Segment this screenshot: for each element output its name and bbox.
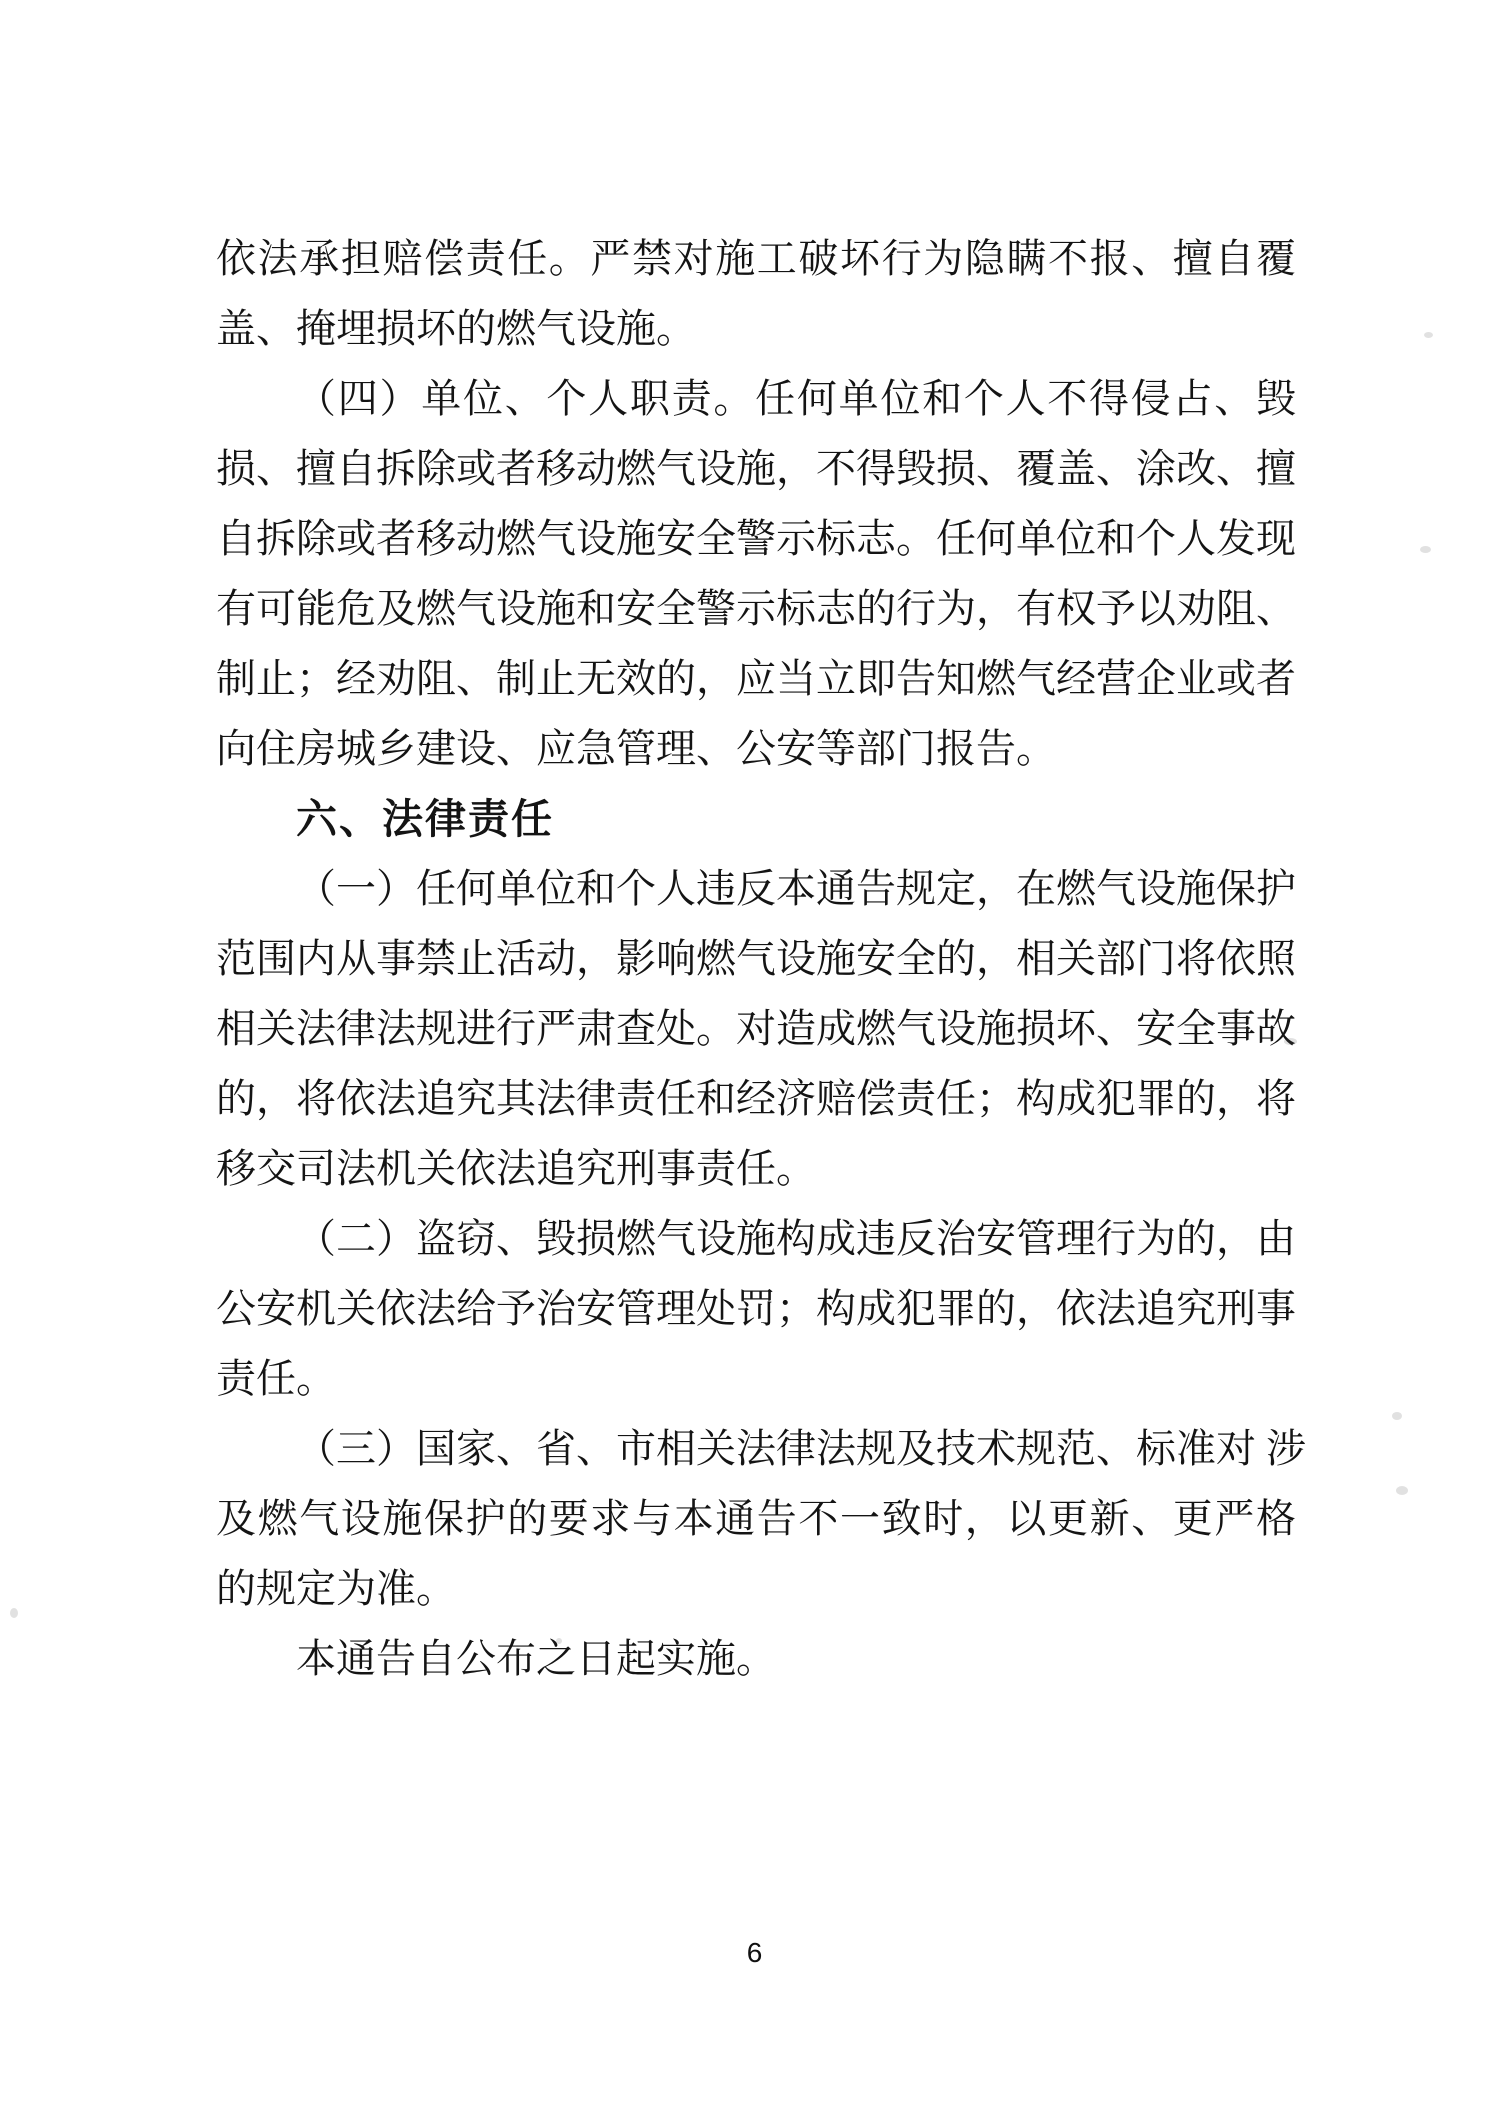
- scan-artifact: [1420, 546, 1431, 553]
- body-line: 的，将依法追究其法律责任和经济赔偿责任；构成犯罪的，将: [216, 1076, 1296, 1121]
- body-line: （三）国家、省、市相关法律法规及技术规范、标准对 涉: [296, 1426, 1306, 1471]
- document-body: [216, 224, 1306, 1694]
- scan-artifact: [1284, 1038, 1297, 1045]
- body-line: 制止；经劝阻、制止无效的，应当立即告知燃气经营企业或者: [216, 656, 1296, 701]
- body-line: 盖、掩埋损坏的燃气设施。: [216, 306, 696, 351]
- body-line: 移交司法机关依法追究刑事责任。: [216, 1146, 816, 1191]
- section-heading: 六、法律责任: [296, 796, 554, 842]
- body-line: （二）盗窃、毁损燃气设施构成违反治安管理行为的，由: [296, 1216, 1296, 1261]
- scan-artifact: [556, 1638, 562, 1644]
- scan-artifact: [1396, 1486, 1408, 1495]
- body-line: 范围内从事禁止活动，影响燃气设施安全的，相关部门将依照: [216, 936, 1296, 981]
- body-line: 责任。: [216, 1356, 336, 1401]
- scan-artifact: [10, 1608, 18, 1618]
- body-line: 向住房城乡建设、应急管理、公安等部门报告。: [216, 726, 1056, 771]
- scan-artifact: [1392, 1412, 1402, 1420]
- body-line: 的规定为准。: [216, 1566, 456, 1611]
- body-line: 本通告自公布之日起实施。: [296, 1636, 776, 1681]
- body-line: 相关法律法规进行严肃查处。对造成燃气设施损坏、安全事故: [216, 1006, 1296, 1051]
- body-line: 损、擅自拆除或者移动燃气设施，不得毁损、覆盖、涂改、擅: [216, 446, 1296, 491]
- body-line: 有可能危及燃气设施和安全警示标志的行为，有权予以劝阻、: [216, 586, 1296, 631]
- body-line: （一）任何单位和个人违反本通告规定，在燃气设施保护: [296, 866, 1296, 911]
- body-line: 及燃气设施保护的要求与本通告不一致时，以更新、更严格: [216, 1496, 1296, 1541]
- page-number: 6: [746, 1937, 763, 1968]
- body-line: 公安机关依法给予治安管理处罚；构成犯罪的，依法追究刑事: [216, 1286, 1296, 1331]
- body-line: 自拆除或者移动燃气设施安全警示标志。任何单位和个人发现: [216, 516, 1296, 561]
- body-line: （四）单位、个人职责。任何单位和个人不得侵占、毁: [296, 376, 1296, 421]
- body-line: 依法承担赔偿责任。严禁对施工破坏行为隐瞒不报、擅自覆: [216, 236, 1296, 281]
- scan-artifact: [1424, 332, 1433, 338]
